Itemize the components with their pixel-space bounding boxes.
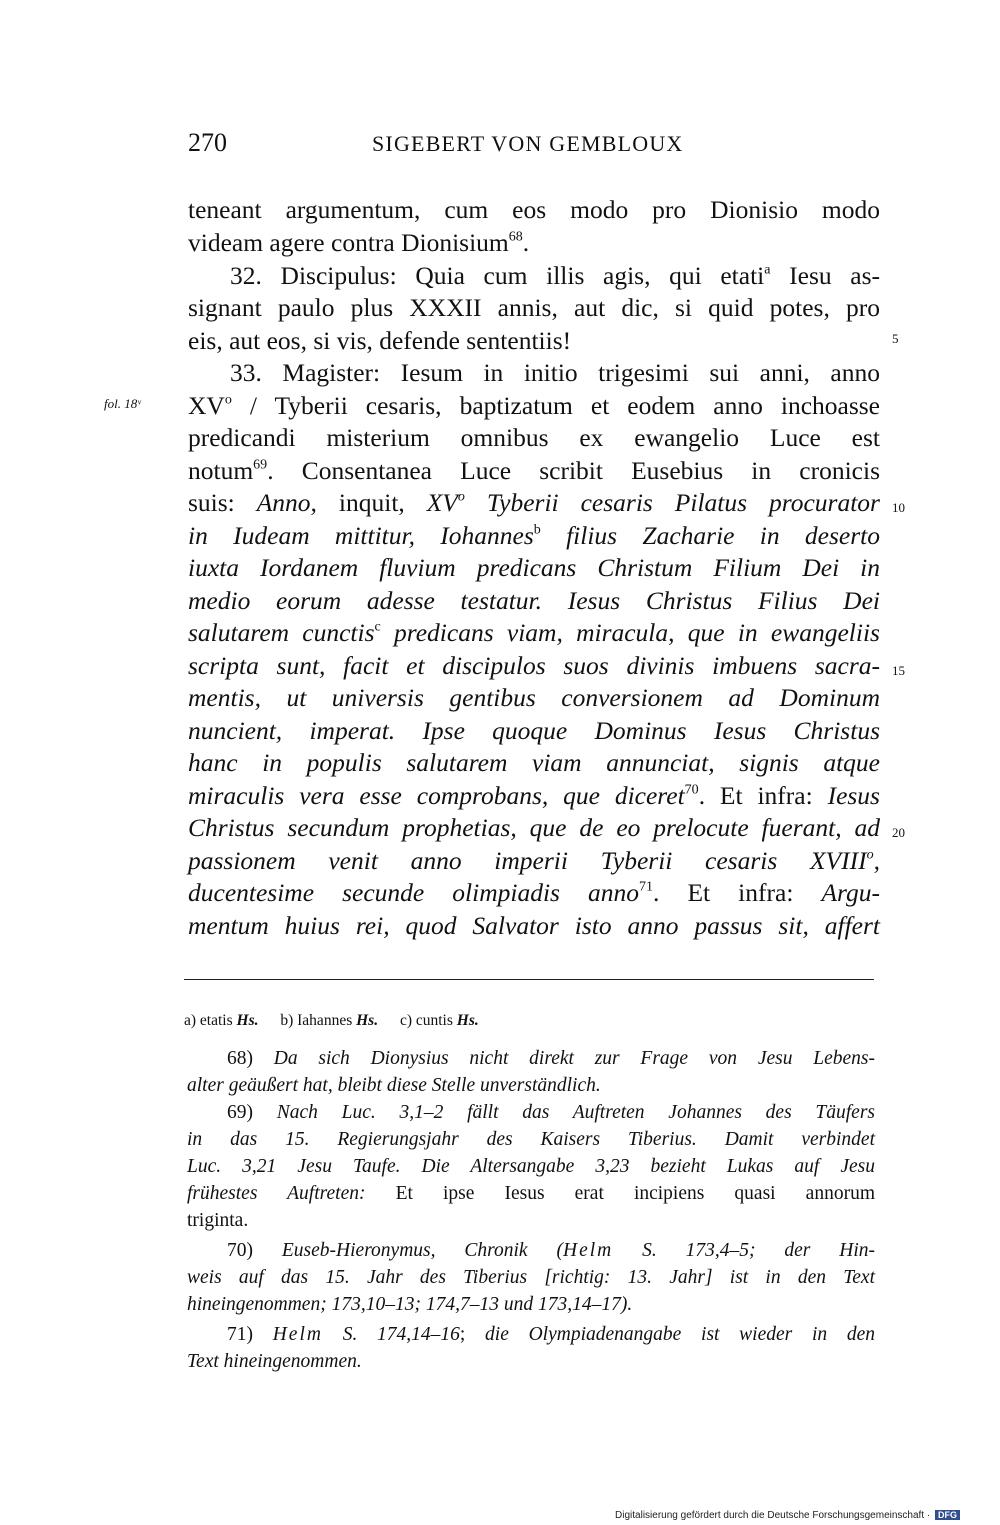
footnote-rule bbox=[184, 979, 874, 980]
apparatus-note-c: c) cuntis Hs. bbox=[399, 1012, 479, 1029]
text-line-10: suis: Anno, inquit, $XV^o$ Tyberii cesaris Pilatus procurator bbox=[188, 488, 880, 517]
footnote-line-2: alter geäußert hat, bleibt diese Stelle unverständlich. bbox=[187, 1075, 601, 1096]
line-number-20: 20 bbox=[892, 825, 905, 840]
text-line-17: nuncient, imperat. Ipse quoque Dominus Iesus Christus bbox=[188, 716, 880, 745]
footnote-line-12: Text hineingenommen. bbox=[187, 1351, 362, 1372]
critical-apparatus bbox=[184, 1012, 479, 1030]
text-line-22: ducentesime secunde olimpiadis anno$^{71}$. Et infra: Argu- bbox=[188, 878, 880, 907]
digitization-credit: Digitalisierung gefördert durch die Deutsche Forschungsgemeinschaft · DFG bbox=[615, 1510, 960, 1521]
footnote-line-10: hineingenommen; 173,10–13; 174,7–13 und 173,14–17). bbox=[187, 1294, 633, 1315]
text-line-11: in Iudeam mittitur, Iohannes$^b$ filius Zacharie in deserto bbox=[188, 521, 880, 550]
text-line-16: mentis, ut universis gentibus conversionem ad Dominum bbox=[188, 683, 880, 712]
footnote-line-6: frühestes Auftreten: Et ipse Iesus erat incipiens quasi annorum bbox=[187, 1183, 875, 1204]
text-line-8: predicandi misterium omnibus ex ewangelio Luce est bbox=[188, 423, 880, 452]
footnote-line-1: 68) Da sich Dionysius nicht direkt zur Frage von Jesu Lebens- bbox=[227, 1048, 875, 1069]
text-line-3: 32. Discipulus: Quia cum illis agis, qui etati$^a$ Iesu as- bbox=[230, 261, 880, 290]
footnote-line-4: in das 15. Regierungsjahr des Kaisers Tiberius. Damit verbindet bbox=[187, 1129, 875, 1150]
apparatus-note-b: b) Iahannes Hs. bbox=[280, 1012, 379, 1029]
text-line-18: hanc in populis salutarem viam annunciat, signis atque bbox=[188, 748, 880, 777]
text-line-23: mentum huius rei, quod Salvator isto anno passus sit, affert bbox=[188, 911, 880, 940]
text-line-2: videam agere contra Dionisium$^{68}$. bbox=[188, 228, 530, 257]
line-number-10: 10 bbox=[892, 500, 905, 515]
text-line-4: signant paulo plus XXXII annis, aut dic, si quid potes, pro bbox=[188, 293, 880, 322]
text-line-7: $XV^o$ / Tyberii cesaris, baptizatum et eodem anno inchoasse bbox=[188, 391, 880, 420]
text-line-9: notum$^{69}$. Consentanea Luce scribit Eusebius in cronicis bbox=[188, 456, 880, 485]
dfg-logo: DFG bbox=[935, 1510, 960, 1520]
running-title: SIGEBERT VON GEMBLOUX bbox=[372, 131, 684, 156]
line-number-15: 15 bbox=[892, 663, 905, 678]
text-line-12: iuxta Iordanem fluvium predicans Christum Filium Dei in bbox=[188, 553, 880, 582]
folio-margin-note: fol. 18ᵛ bbox=[104, 396, 141, 411]
text-line-21: passionem venit anno imperii Tyberii cesaris XVIII$^o$, bbox=[188, 846, 880, 875]
footnote-line-9: weis auf das 15. Jahr des Tiberius [richtig: 13. Jahr] ist in den Text bbox=[187, 1267, 875, 1288]
text-line-13: medio eorum adesse testatur. Iesus Christus Filius Dei bbox=[188, 586, 880, 615]
footnote-line-5: Luc. 3,21 Jesu Taufe. Die Altersangabe 3,23 bezieht Lukas auf Jesu bbox=[187, 1156, 875, 1177]
line-number-5: 5 bbox=[892, 331, 899, 346]
text-line-5: eis, aut eos, si vis, defende sententiis! bbox=[188, 326, 572, 355]
page-number: 270 bbox=[188, 128, 227, 157]
text-line-19: miraculis vera esse comprobans, que diceret$^{70}$. Et infra: Iesus bbox=[188, 781, 880, 810]
text-line-1: teneant argumentum, cum eos modo pro Dionisio modo bbox=[188, 195, 880, 224]
apparatus-note-a: a) etatis Hs. bbox=[184, 1012, 259, 1029]
footnote-line-3: 69) Nach Luc. 3,1–2 fällt das Auftreten Johannes des Täufers bbox=[227, 1102, 875, 1123]
text-line-15: scripta sunt, facit et discipulos suos divinis imbuens sacra- bbox=[188, 651, 880, 680]
text-line-14: salutarem cunctis$^c$ predicans viam, miracula, que in ewangeliis bbox=[188, 618, 880, 647]
text-line-6: 33. Magister: Iesum in initio trigesimi sui anni, anno bbox=[230, 358, 880, 387]
footnote-line-7: triginta. bbox=[187, 1210, 249, 1231]
text-line-20: Christus secundum prophetias, que de eo prelocute fuerant, ad bbox=[188, 813, 880, 842]
footnote-line-11: 71) Helm S. 174,14–16; die Olympiadenangabe ist wieder in den bbox=[227, 1324, 875, 1345]
footnote-line-8: 70) Euseb-Hieronymus, Chronik (Helm S. 173,4–5; der Hin- bbox=[227, 1240, 876, 1261]
